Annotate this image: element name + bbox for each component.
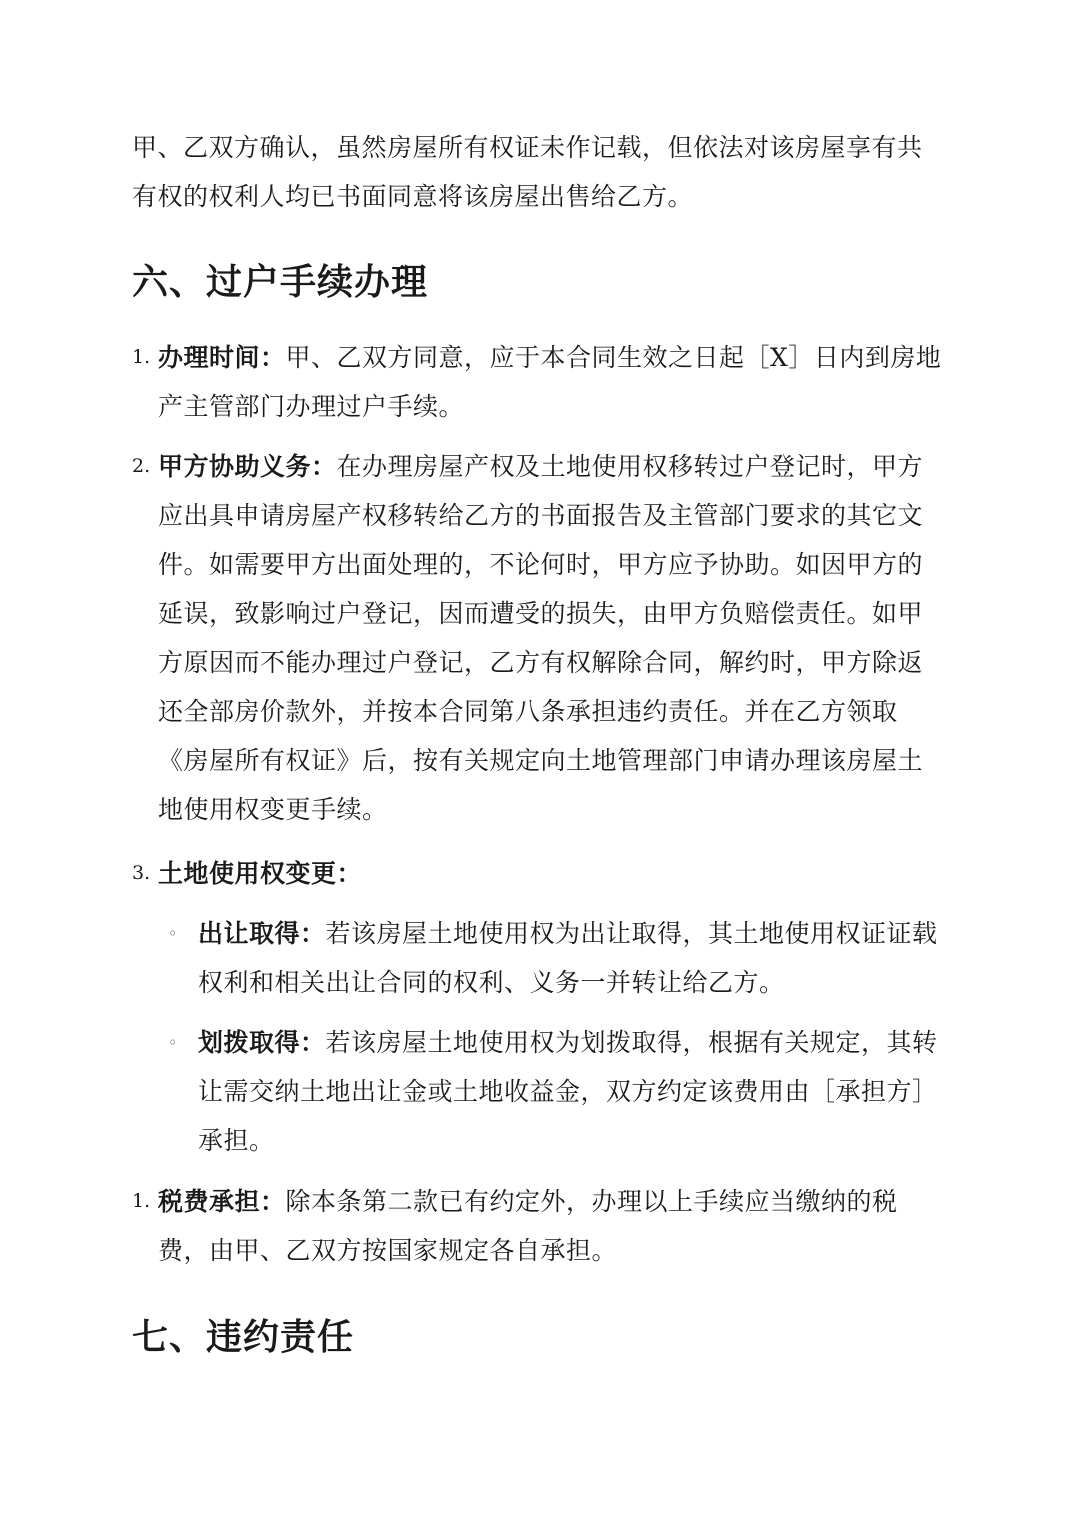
list-item-body bbox=[158, 1177, 947, 1275]
list-item-body bbox=[158, 442, 947, 834]
hollow-bullet-icon: ◦ bbox=[168, 1033, 178, 1052]
subitem-term: 划拨取得： bbox=[198, 1028, 326, 1057]
subitem-term: 出让取得： bbox=[198, 919, 326, 948]
list-item-body bbox=[158, 333, 947, 431]
subitem-body bbox=[198, 909, 943, 1007]
list-item-text: 除本条第二款已有约定外，办理以上手续应当缴纳的税费，由甲、乙双方按国家规定各自承担。 bbox=[158, 1187, 898, 1265]
list-item-handling-time bbox=[132, 333, 947, 431]
list-item-land-use-change bbox=[132, 849, 947, 898]
intro-paragraph: 甲、乙双方确认，虽然房屋所有权证未作记载，但依法对该房屋享有共有权的权利人均已书面同意将该房屋出售给乙方。 bbox=[132, 133, 923, 211]
list-number: 3. bbox=[132, 862, 151, 884]
list-number: 1. bbox=[132, 1190, 151, 1212]
list-item-term: 甲方协助义务： bbox=[158, 452, 337, 481]
list-item-term: 土地使用权变更： bbox=[158, 859, 363, 888]
list-item-body bbox=[158, 849, 947, 898]
section-7-heading: 七、违约责任 bbox=[132, 1316, 355, 1358]
list-item-term: 办理时间： bbox=[158, 343, 286, 372]
hollow-bullet-icon: ◦ bbox=[168, 924, 178, 943]
list-item-term: 税费承担： bbox=[158, 1187, 286, 1216]
list-number: 2. bbox=[132, 455, 151, 477]
subitem-text: 若该房屋土地使用权为出让取得，其土地使用权证证载权利和相关出让合同的权利、义务一并转让给乙方。 bbox=[198, 919, 938, 997]
subitem-allocation-acquired bbox=[168, 1018, 943, 1165]
list-item-text: 甲、乙双方同意，应于本合同生效之日起［X］日内到房地产主管部门办理过户手续。 bbox=[158, 343, 942, 421]
list-item-party-a-assistance bbox=[132, 442, 947, 834]
subitem-transfer-acquired bbox=[168, 909, 943, 1007]
section-6-heading: 六、过户手续办理 bbox=[132, 261, 429, 303]
subitem-text: 若该房屋土地使用权为划拨取得，根据有关规定，其转让需交纳土地出让金或土地收益金，双方约定该费用由［承担方］承担。 bbox=[198, 1028, 938, 1155]
subitem-body bbox=[198, 1018, 943, 1165]
list-item-tax-burden bbox=[132, 1177, 947, 1275]
list-item-text: 在办理房屋产权及土地使用权移转过户登记时，甲方应出具申请房屋产权移转给乙方的书面报告及主管部门要求的其它文件。如需要甲方出面处理的，不论何时，甲方应予协助。如因甲方的延误，致影响过户登记，因而遭受的损失，由甲方负赔偿责任。如甲方原因而不能办理过户登记，乙方有权解除合同，解约时，甲方除返还全部房价款外，并按本合同第八条承担违约责任。并在乙方领取《房屋所有权证》后，按有关规定向土地管理部门申请办理该房屋土地使用权变更手续。 bbox=[158, 452, 924, 824]
list-number: 1. bbox=[132, 346, 151, 368]
